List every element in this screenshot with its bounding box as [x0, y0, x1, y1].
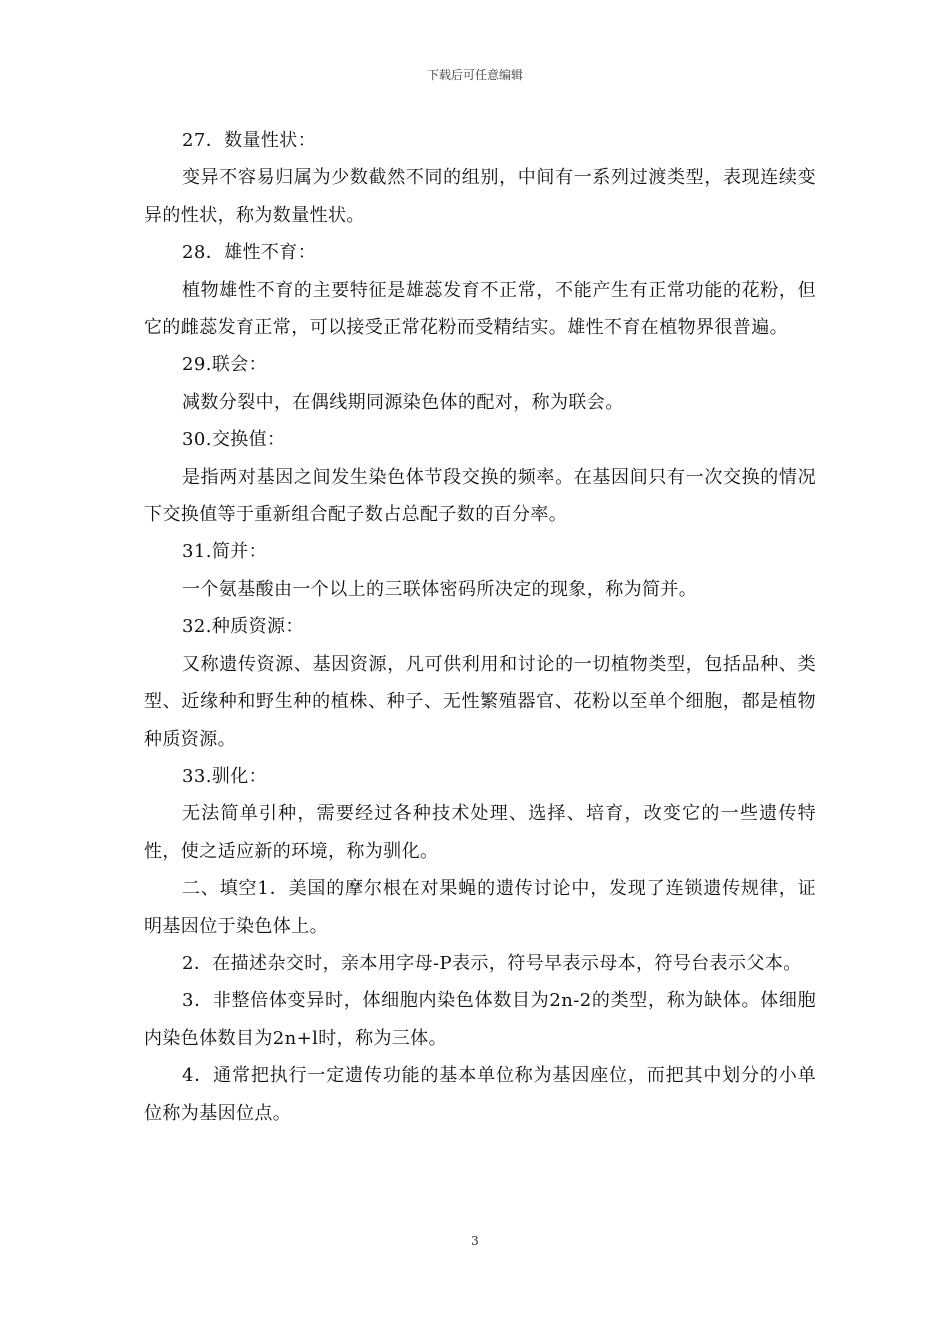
term-heading-29: 29.联会： — [182, 354, 268, 376]
definition-30: 是指两对基因之间发生染色体节段交换的频率。在基因间只有一次交换的情况下交换值等于重新组合配子数占总配子数的百分率。 — [144, 466, 816, 526]
term-heading-33: 33.驯化： — [182, 765, 268, 787]
term-heading-30: 30.交换值： — [182, 429, 286, 451]
term-heading-31: 31.简并： — [182, 541, 268, 563]
fill-blank-item-3: 3．非整倍体变异时，体细胞内染色体数目为2n-2的类型，称为缺体。体细胞内染色体数目为2n+l时，称为三体。 — [144, 990, 816, 1049]
definition-32: 又称遗传资源、基因资源，凡可供利用和讨论的一切植物类型，包括品种、类型、近缘种和野生种的植株、种子、无性繁殖器官、花粉以至单个细胞，都是植物种质资源。 — [144, 653, 816, 750]
term-heading-32: 32.种质资源： — [182, 616, 304, 638]
definition-27: 变异不容易归属为少数截然不同的组别，中间有一系列过渡类型，表现连续变异的性状，称为数量性状。 — [144, 167, 816, 226]
page-number: 3 — [471, 1234, 479, 1248]
fill-blank-item-4: 4．通常把执行一定遗传功能的基本单位称为基因座位，而把其中划分的小单位称为基因位点。 — [144, 1065, 816, 1124]
fill-blank-item-2: 2．在描述杂交时，亲本用字母-P表示，符号早表示母本，符号台表示父本。 — [182, 952, 802, 974]
term-heading-28: 28．雄性不育： — [182, 242, 317, 264]
term-heading-27: 27．数量性状： — [182, 130, 317, 151]
page-header: 下载后可任意编辑 — [426, 68, 523, 82]
fill-blank-item-1: 二、填空1．美国的摩尔根在对果蝇的遗传讨论中，发现了连锁遗传规律，证明基因位于染色体上。 — [144, 878, 816, 937]
definition-33: 无法简单引种，需要经过各种技术处理、选择、培育，改变它的一些遗传特性，使之适应新的环境，称为驯化。 — [144, 803, 816, 862]
definition-29: 减数分裂中，在偶线期同源染色体的配对，称为联会。 — [182, 391, 624, 413]
definition-31: 一个氨基酸由一个以上的三联体密码所决定的现象，称为简并。 — [182, 578, 698, 600]
document-body — [144, 122, 816, 1132]
definition-28: 植物雄性不育的主要特征是雄蕊发育不正常，不能产生有正常功能的花粉，但它的雌蕊发育正常，可以接受正常花粉而受精结实。雄性不育在植物界很普遍。 — [144, 279, 816, 339]
